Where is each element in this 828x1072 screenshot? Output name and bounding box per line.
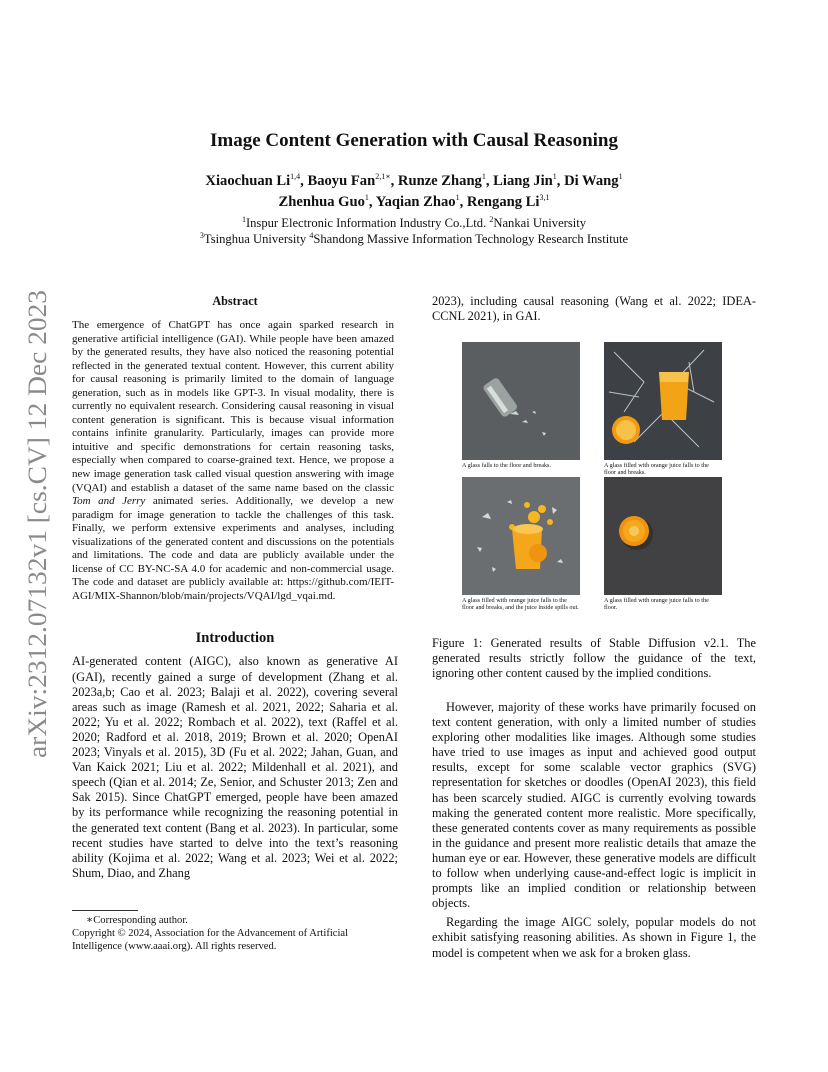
- affil-text: Tsinghua University: [203, 232, 310, 246]
- abstract-italic: Tom and Jerry: [72, 495, 146, 508]
- affil-sup: 2: [489, 214, 494, 224]
- figure-panel-caption: A glass filled with orange juice falls to the floor and breaks.: [604, 462, 709, 477]
- author-sup: 1: [364, 193, 369, 203]
- juice-spill-image: [462, 477, 580, 595]
- affil-sup: 4: [309, 230, 314, 240]
- affil-text: Nankai University: [493, 216, 587, 230]
- figure-panel-3: [462, 477, 580, 612]
- figure-1: [462, 342, 722, 622]
- figure-panel-4: [604, 477, 722, 612]
- affil-text: Inspur Electronic Information Industry Co.,Ltd.: [245, 216, 490, 230]
- author-name: Zhenhua Guo: [278, 194, 365, 210]
- body-paragraph: Regarding the image AIGC solely, popular models do not exhibit satisfying reasoning abilities. As shown in Figure 1, the model is competent when we ask for a broken glass.: [432, 915, 756, 960]
- figure-panel-caption: A glass filled with orange juice falls to the floor and breaks, and the juice inside spills out.: [462, 597, 579, 612]
- abstract-heading: Abstract: [212, 294, 258, 308]
- author-line-1: Xiaochuan Li$^{1,4}$, Baoyu Fan$^{2,1∗}$, Runze Zhang$^1$, Liang Jin$^1$, Di Wang$^1$: [205, 172, 623, 189]
- author-sup: 3,1: [539, 193, 550, 203]
- author-name: Di Wang: [564, 173, 619, 189]
- author-sup: 2,1∗: [375, 172, 391, 182]
- affil-text: Shandong Massive Information Technology Research Institute: [313, 232, 629, 246]
- abstract-part-2: animated series. Additionally, we develop a new paradigm for image generation to tackle the challenges of this task. Finally, we perform extensive experiments and analyses, including visualizations of the generated content and discussions on the potentials and limitations. The code and data are publicly available under the license of CC BY-NC-SA 4.0 for academic and non-commercial usage. The code and dataset are publicly available at: https://github.com/IEIT-AGI/MIX-Shannon/blob/main/projects/VQAI/lgd_vqai.md.: [72, 495, 394, 602]
- intro-continuation: 2023), including causal reasoning (Wang et al. 2022; IDEA-CCNL 2021), in GAI.: [432, 294, 756, 324]
- arxiv-stamp: [16, 286, 56, 761]
- left-column: [72, 294, 398, 881]
- author-line-2: Zhenhua Guo$^1$, Yaqian Zhao$^1$, Rengang Li$^{3,1}$: [278, 193, 550, 210]
- affiliation-line-2: [0, 231, 828, 247]
- author-sup: 1: [481, 172, 486, 182]
- arxiv-id: arXiv:2312.07132v1 [cs.CV] 12 Dec 2023: [23, 314, 52, 758]
- abstract-part-1: The emergence of ChatGPT has once again sparked research in generative artificial intelligence (GAI). While people have been amazed by the generated results, they have also noticed the reasoning potential reflected in the generated textual content. However, this current ability for causal reasoning is primarily limited to the domain of language generation, such as in models like GPT-3. In visual modality, there is currently no equivalent research. Considering causal reasoning in visual content generation is significant. This is because visual information contains infinite granularity. Particularly, images can provide more intuitive and specific demonstrations for certain reasoning tasks, especially when compared to coarse-grained text. Hence, we propose a new image generation task called visual question answering with image (VQAI) and establish a dataset of the same name based on the classic: [72, 319, 394, 494]
- corresponding-author-note: ∗Corresponding author.: [86, 915, 188, 926]
- affiliation-line-1: [0, 215, 828, 231]
- paper-title: Image Content Generation with Causal Reasoning: [210, 130, 618, 151]
- affil-sup: 1: [241, 214, 246, 224]
- copyright-notice: Copyright © 2024, Association for the Advancement of Artificial Intelligence (www.aaai.org). All rights reserved.: [72, 928, 349, 952]
- author-sup: 1,4: [290, 172, 301, 182]
- author-name: Xiaochuan Li: [205, 173, 291, 189]
- figure-panel-caption: A glass falls to the floor and breaks.: [462, 462, 552, 469]
- figure-panel-1: [462, 342, 580, 469]
- author-sup: 1: [618, 172, 623, 182]
- author-name: Baoyu Fan: [307, 173, 376, 189]
- juice-glass-breaking-image: [604, 342, 722, 460]
- introduction-text: AI-generated content (AIGC), also known as generative AI (GAI), recently gained a surge of development (Zhang et al. 2023a,b; Cao et al. 2023; Balaji et al. 2022), covering several areas such as image (Ramesh et al. 2021, 2022; Saharia et al. 2022; Yu et al. 2022; Rombach et al. 2022), text (Raffel et al. 2020; Radford et al. 2018, 2019; Brown et al. 2020; OpenAI 2023; Vinyals et al. 2015), 3D (Fu et al. 2022; Jahan, Guan, and Van Kaick 2021; Liu et al. 2022; Mildenhall et al. 2021), and speech (Qian et al. 2014; Ze, Senior, and Schuster 2013; Zen and Sak 2015). Since ChatGPT emerged, people have been amazed by its performance while recognizing the reasoning potential in the generated text content (Bang et al. 2023). In particular, some recent studies have started to delve into the text’s reasoning ability (Kojima et al. 2022; Wang et al. 2023; Wei et al. 2022; Shum, Diao, and Zhang: [72, 654, 398, 880]
- body-paragraph: However, majority of these works have primarily focused on text content generation, with only a limited number of studies exploring other modalities like images. Although some studies have tried to use images as input and achieved good output results, except for some scalable vector graphics (SVG) representation for sketches or doodles (OpenAI 2023), this field has been scarcely studied. AIGC is currently evolving towards making the generated content more realistic. More specifically, these generated contents cover as many requirements as possible in the guidance and present more realistic details that amaze the human eye or ear. However, these generative models are difficult to follow when underlying cause-and-effect logic is implicit in prompts like an implied condition or relationship between objects.: [432, 700, 756, 911]
- figure-1-caption: Figure 1: Generated results of Stable Diffusion v2.1. The generated results strictly follow the guidance of the text, ignoring other content caused by the implied conditions.: [432, 636, 756, 681]
- author-sup: 1: [552, 172, 557, 182]
- footnote: [72, 914, 398, 953]
- author-name: Liang Jin: [493, 173, 553, 189]
- right-column-top: [432, 294, 756, 324]
- author-sup: 1: [455, 193, 460, 203]
- figure-panel-2: [604, 342, 722, 477]
- introduction-heading: Introduction: [195, 630, 275, 647]
- affil-sup: 3: [199, 230, 204, 240]
- broken-glass-image: [462, 342, 580, 460]
- figure-panel-caption: A glass filled with orange juice falls to the floor.: [604, 597, 709, 612]
- affiliations: [0, 215, 828, 247]
- author-name: Yaqian Zhao: [375, 194, 456, 210]
- author-name: Runze Zhang: [397, 173, 482, 189]
- abstract-text: [72, 319, 398, 603]
- right-column-body: [432, 700, 756, 961]
- juice-glass-floor-image: [604, 477, 722, 595]
- author-list: [0, 171, 828, 213]
- author-name: Rengang Li: [466, 194, 540, 210]
- footnote-rule: [72, 910, 138, 911]
